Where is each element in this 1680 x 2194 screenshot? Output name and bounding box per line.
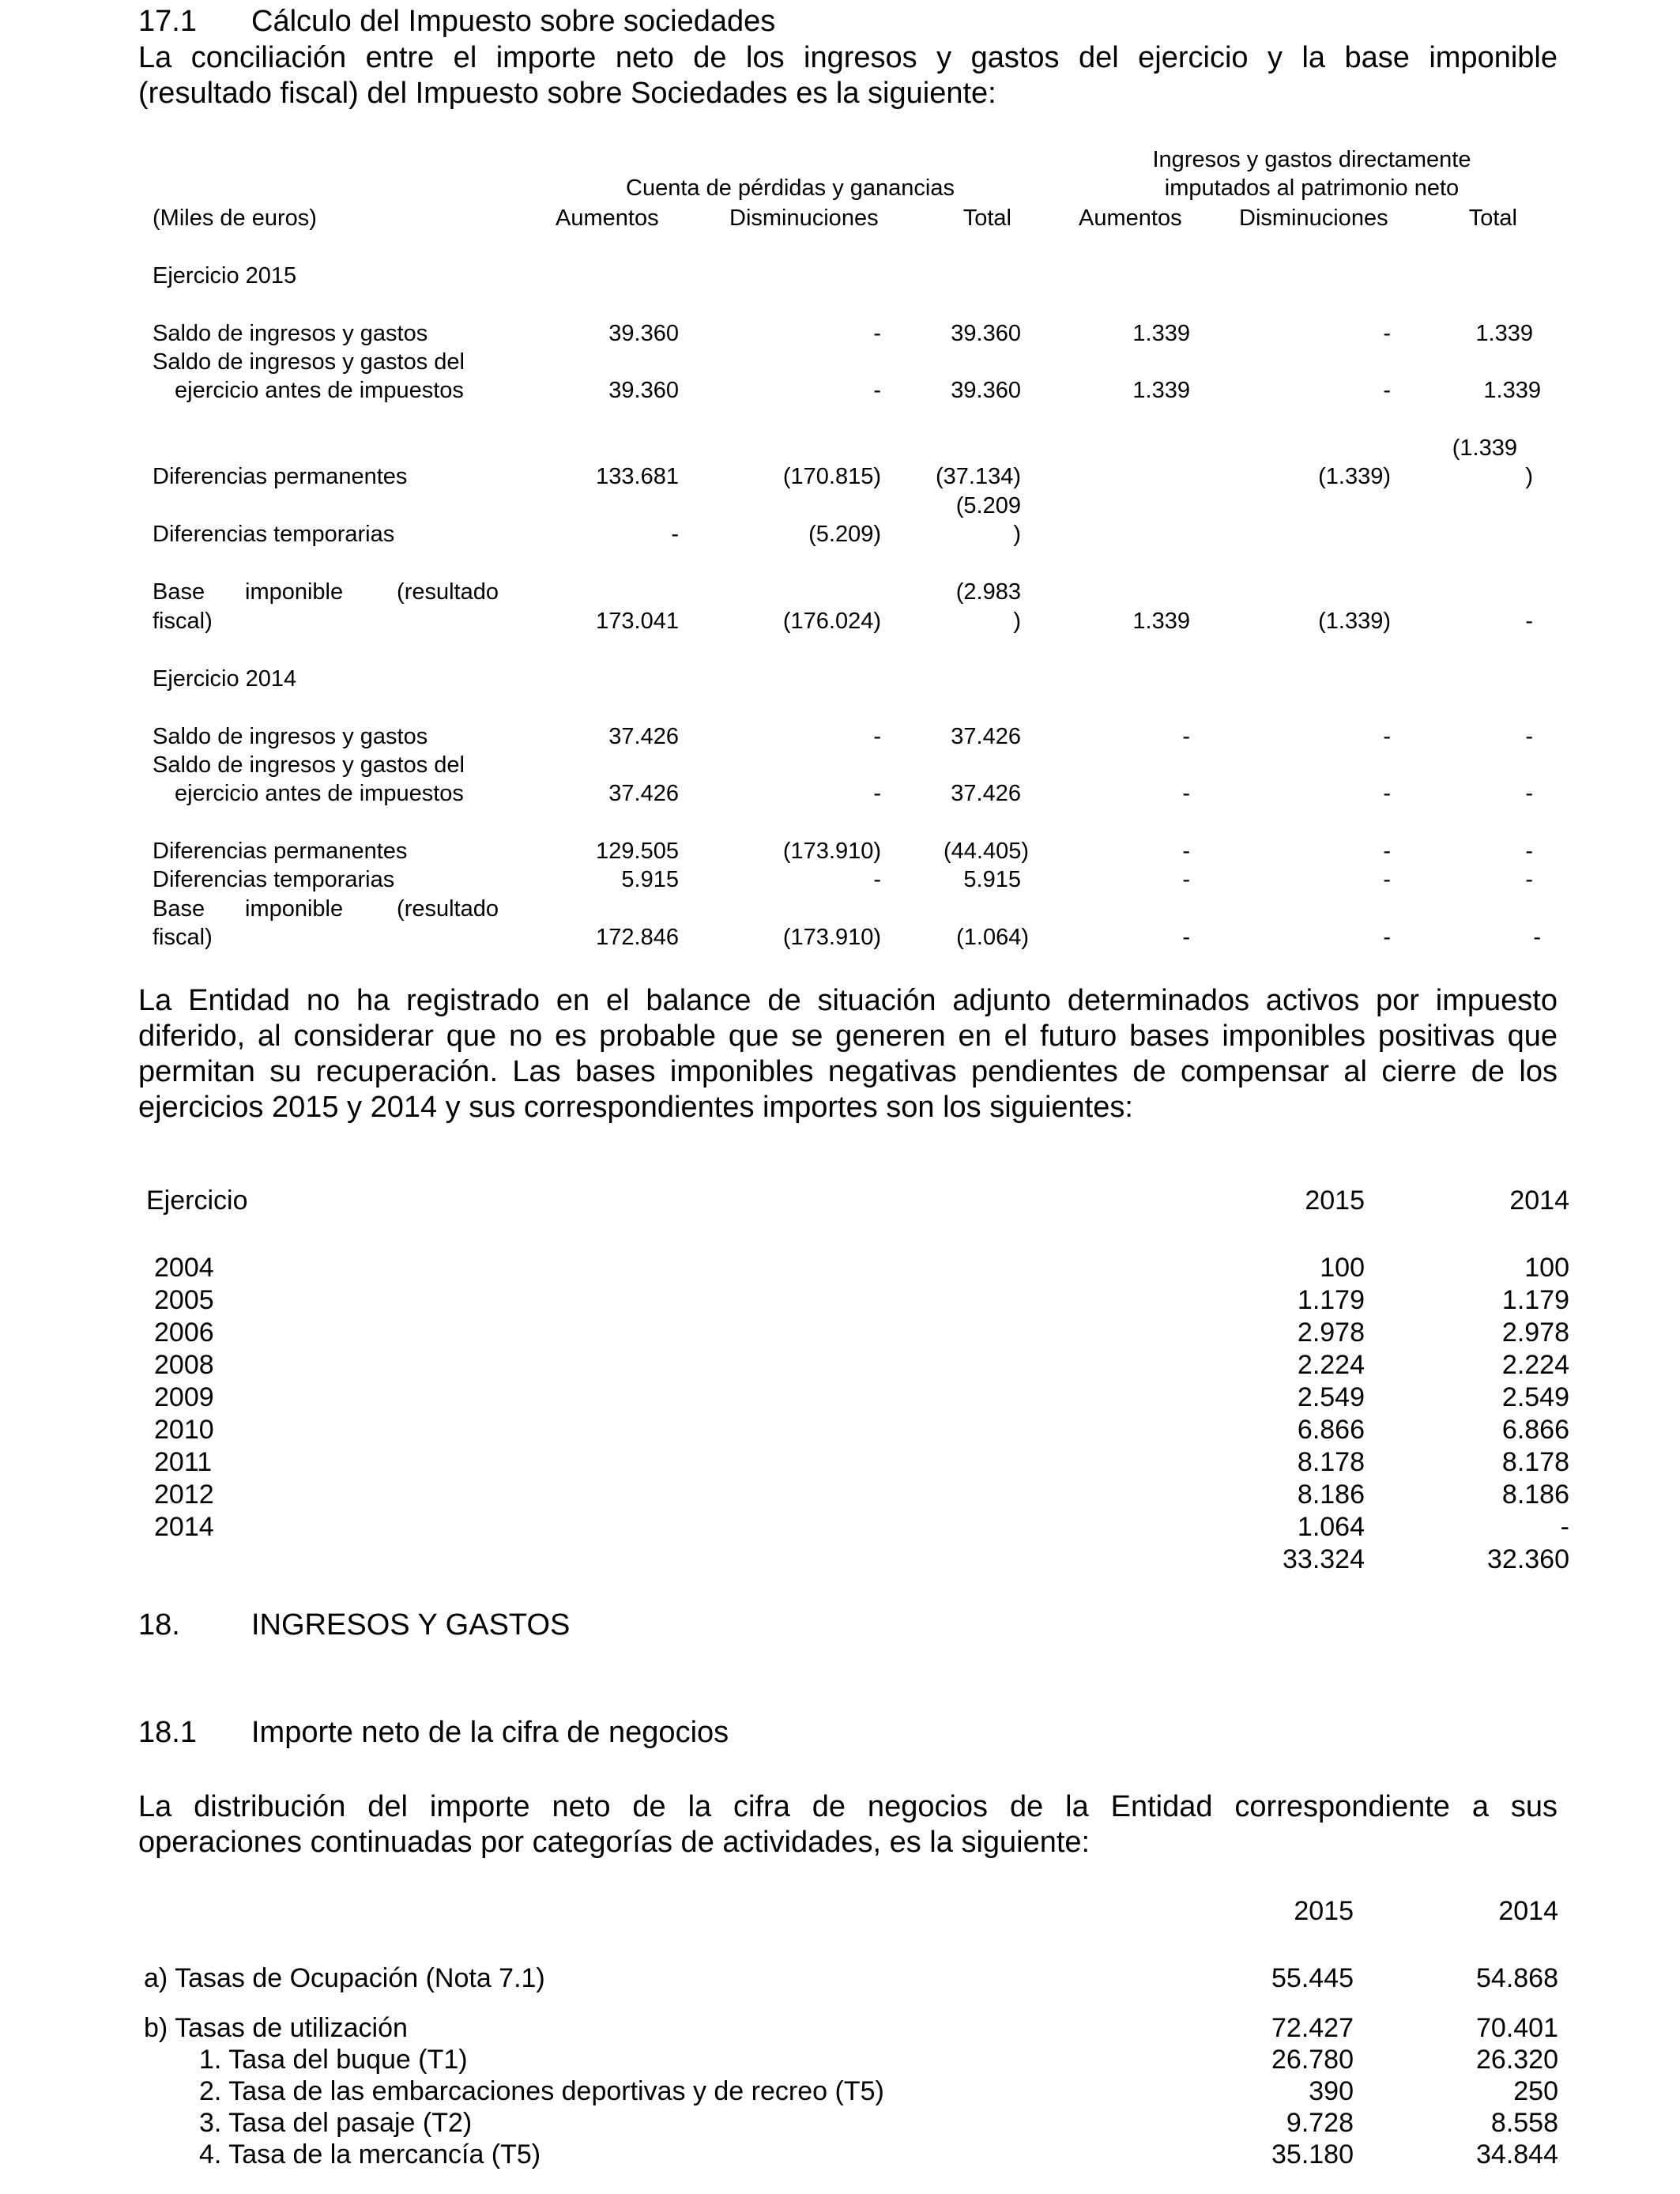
list-item: 6.866 (1501, 1415, 1569, 1445)
list-item: 8.186 (1297, 1480, 1365, 1510)
cell: - (873, 867, 881, 892)
cell: 37.426 (608, 781, 679, 806)
column-header: Total (962, 205, 1011, 231)
cell: ) (1525, 464, 1533, 489)
row-label: imponible (245, 896, 344, 922)
cell: - (1182, 867, 1190, 892)
list-item: 2011 (154, 1447, 213, 1477)
list-item: 2010 (154, 1415, 214, 1445)
column-header: Total (1468, 205, 1517, 231)
cell: 5.915 (963, 867, 1021, 892)
list-item: 2.224 (1501, 1350, 1569, 1380)
cell: - (1383, 925, 1391, 950)
row-label: ejercicio antes de impuestos (175, 781, 464, 806)
cell: - (1525, 724, 1533, 749)
cell: 1.339 (1132, 378, 1190, 403)
list-item: 8.178 (1297, 1447, 1365, 1477)
cell: - (873, 781, 881, 806)
cell: 37.426 (951, 781, 1021, 806)
column-group-header: Ingresos y gastos directamente (1152, 147, 1471, 172)
row-label: (resultado (397, 896, 499, 922)
row-label: fiscal) (153, 925, 213, 950)
column-header: 2014 (1498, 1896, 1558, 1926)
cell: 34.844 (1476, 2139, 1558, 2169)
total-value: 32.360 (1487, 1544, 1569, 1574)
cell: (1.339) (1318, 609, 1391, 634)
paragraph-line: operaciones continuadas por categorías de actividades, es la siguiente: (138, 1826, 1090, 1859)
row-label: 2. Tasa de las embarcaciones deportivas y de recreo (T5) (199, 2076, 884, 2106)
cell: (176.024) (782, 609, 881, 634)
cell: - (1182, 724, 1190, 749)
cell: - (1525, 867, 1533, 892)
cell: ) (1013, 522, 1021, 547)
column-header: 2014 (1509, 1186, 1569, 1216)
row-label: Diferencias temporarias (153, 522, 395, 547)
row-label: b) Tasas de utilización (144, 2013, 408, 2043)
list-item: 6.866 (1297, 1415, 1365, 1445)
cell: (1.339) (1318, 464, 1391, 489)
cell: 1.339 (1475, 321, 1533, 346)
list-item: 2009 (154, 1382, 214, 1412)
row-label: Base (153, 896, 205, 922)
cell: 8.558 (1490, 2108, 1558, 2138)
cell: 54.868 (1476, 1963, 1558, 1993)
list-item: - (1560, 1512, 1569, 1542)
section-number: 18. (138, 1608, 180, 1642)
list-item: 2.549 (1297, 1382, 1365, 1412)
cell: - (1182, 925, 1190, 950)
cell: (170.815) (782, 464, 881, 489)
cell: (37.134) (935, 464, 1021, 489)
column-header: 2015 (1294, 1896, 1354, 1926)
cell: (1.064) (956, 925, 1029, 950)
row-label: Saldo de ingresos y gastos del (153, 349, 465, 375)
section-title: Cálculo del Impuesto sobre sociedades (251, 5, 776, 38)
list-item: 2005 (154, 1285, 214, 1315)
column-group-header: imputados al patrimonio neto (1164, 175, 1460, 201)
section-title: Importe neto de la cifra de negocios (251, 1716, 729, 1749)
paragraph-line: (resultado fiscal) del Impuesto sobre Sociedades es la siguiente: (138, 77, 996, 110)
row-label: imponible (245, 579, 344, 605)
row-label: Diferencias permanentes (153, 464, 408, 489)
cell: - (1525, 839, 1533, 864)
total-value: 33.324 (1283, 1544, 1365, 1574)
cell: 9.728 (1286, 2108, 1354, 2138)
cell: - (1383, 867, 1391, 892)
cell: 39.360 (608, 378, 679, 403)
row-label: 4. Tasa de la mercancía (T5) (199, 2139, 541, 2169)
cell: - (1383, 724, 1391, 749)
row-label: Diferencias temporarias (153, 867, 395, 892)
cell: 37.426 (951, 724, 1021, 749)
column-header: Aumentos (556, 205, 659, 231)
cell: 5.915 (621, 867, 679, 892)
cell: ) (1013, 609, 1021, 634)
row-label: Base (153, 579, 205, 605)
cell: - (1525, 781, 1533, 806)
cell: - (1383, 781, 1391, 806)
list-item: 2.549 (1501, 1382, 1569, 1412)
cell: - (1525, 609, 1533, 634)
cell: 70.401 (1476, 2013, 1558, 2043)
cell: (173.910) (782, 925, 881, 950)
row-label: ejercicio antes de impuestos (175, 378, 464, 403)
cell: 35.180 (1271, 2139, 1354, 2169)
list-item: 2014 (154, 1512, 214, 1542)
row-label: fiscal) (153, 609, 213, 634)
paragraph-line: La conciliación entre el importe neto de los ingresos y gastos del ejercicio y la base imponible (138, 41, 1558, 74)
column-header: Aumentos (1079, 205, 1182, 231)
cell: 72.427 (1271, 2013, 1354, 2043)
cell: 390 (1309, 2076, 1354, 2106)
paragraph-line: La Entidad no ha registrado en el balance de situación adjunto determinados activos por impuesto (138, 984, 1558, 1017)
cell: (2.983 (955, 579, 1021, 605)
list-item: 2004 (154, 1253, 214, 1283)
section-number: 17.1 (138, 5, 197, 38)
cell: 39.360 (951, 378, 1021, 403)
paragraph-line: ejercicios 2015 y 2014 y sus correspondientes importes son los siguientes: (138, 1091, 1133, 1124)
year-subheading: Ejercicio 2015 (153, 263, 297, 288)
cell: 26.320 (1476, 2045, 1558, 2075)
list-item: 100 (1320, 1253, 1365, 1283)
list-item: 2012 (154, 1480, 214, 1510)
cell: - (873, 321, 881, 346)
column-header-units: (Miles de euros) (153, 205, 317, 231)
list-item: 2006 (154, 1318, 214, 1348)
list-item: 1.064 (1297, 1512, 1365, 1542)
column-header: Disminuciones (1239, 205, 1388, 231)
list-item: 1.179 (1297, 1285, 1365, 1315)
cell: - (671, 522, 679, 547)
cell: - (1383, 839, 1391, 864)
cell: - (1182, 839, 1190, 864)
column-header: 2015 (1305, 1186, 1365, 1216)
cell: (5.209 (955, 493, 1021, 518)
cell: 1.339 (1132, 609, 1190, 634)
row-label: Saldo de ingresos y gastos (153, 724, 428, 749)
cell: (44.405) (943, 839, 1029, 864)
cell: 129.505 (596, 839, 679, 864)
list-item: 2.978 (1297, 1318, 1365, 1348)
paragraph-line: La distribución del importe neto de la cifra de negocios de la Entidad correspondiente a sus (138, 1790, 1558, 1823)
list-item: 1.179 (1501, 1285, 1569, 1315)
column-header: Ejercicio (146, 1186, 248, 1216)
row-label: Saldo de ingresos y gastos del (153, 752, 465, 778)
year-subheading: Ejercicio 2014 (153, 666, 297, 692)
cell: - (1182, 781, 1190, 806)
row-label: 3. Tasa del pasaje (T2) (199, 2108, 473, 2138)
paragraph-line: diferido, al considerar que no es probable que se generen en el futuro bases imponibles positivas que (138, 1020, 1558, 1053)
cell: 172.846 (596, 925, 679, 950)
cell: 39.360 (608, 321, 679, 346)
row-label: Saldo de ingresos y gastos (153, 321, 428, 346)
list-item: 2.978 (1501, 1318, 1569, 1348)
cell: - (1533, 925, 1541, 950)
list-item: 8.186 (1501, 1480, 1569, 1510)
cell: 39.360 (951, 321, 1021, 346)
cell: (1.339 (1452, 435, 1517, 461)
list-item: 100 (1524, 1253, 1569, 1283)
section-title: INGRESOS Y GASTOS (251, 1608, 571, 1642)
cell: - (873, 724, 881, 749)
cell: - (873, 378, 881, 403)
cell: 1.339 (1132, 321, 1190, 346)
cell: 26.780 (1271, 2045, 1354, 2075)
paragraph-line: permitan su recuperación. Las bases imponibles negativas pendientes de compensar al cierre de los (138, 1055, 1558, 1088)
row-label: 1. Tasa del buque (T1) (199, 2045, 468, 2075)
row-label: (resultado (397, 579, 499, 605)
cell: - (1383, 378, 1391, 403)
list-item: 2.224 (1297, 1350, 1365, 1380)
list-item: 2008 (154, 1350, 214, 1380)
cell: (173.910) (782, 839, 881, 864)
column-group-header: Cuenta de pérdidas y ganancias (626, 175, 955, 201)
cell: 133.681 (596, 464, 679, 489)
cell: 55.445 (1271, 1963, 1354, 1993)
cell: 250 (1513, 2076, 1558, 2106)
section-number: 18.1 (138, 1716, 197, 1749)
list-item: 8.178 (1501, 1447, 1569, 1477)
cell: (5.209) (808, 522, 881, 547)
column-header: Disminuciones (729, 205, 879, 231)
cell: 173.041 (596, 609, 679, 634)
cell: 37.426 (608, 724, 679, 749)
cell: 1.339 (1483, 378, 1541, 403)
row-label: a) Tasas de Ocupación (Nota 7.1) (144, 1963, 545, 1993)
row-label: Diferencias permanentes (153, 839, 408, 864)
cell: - (1383, 321, 1391, 346)
